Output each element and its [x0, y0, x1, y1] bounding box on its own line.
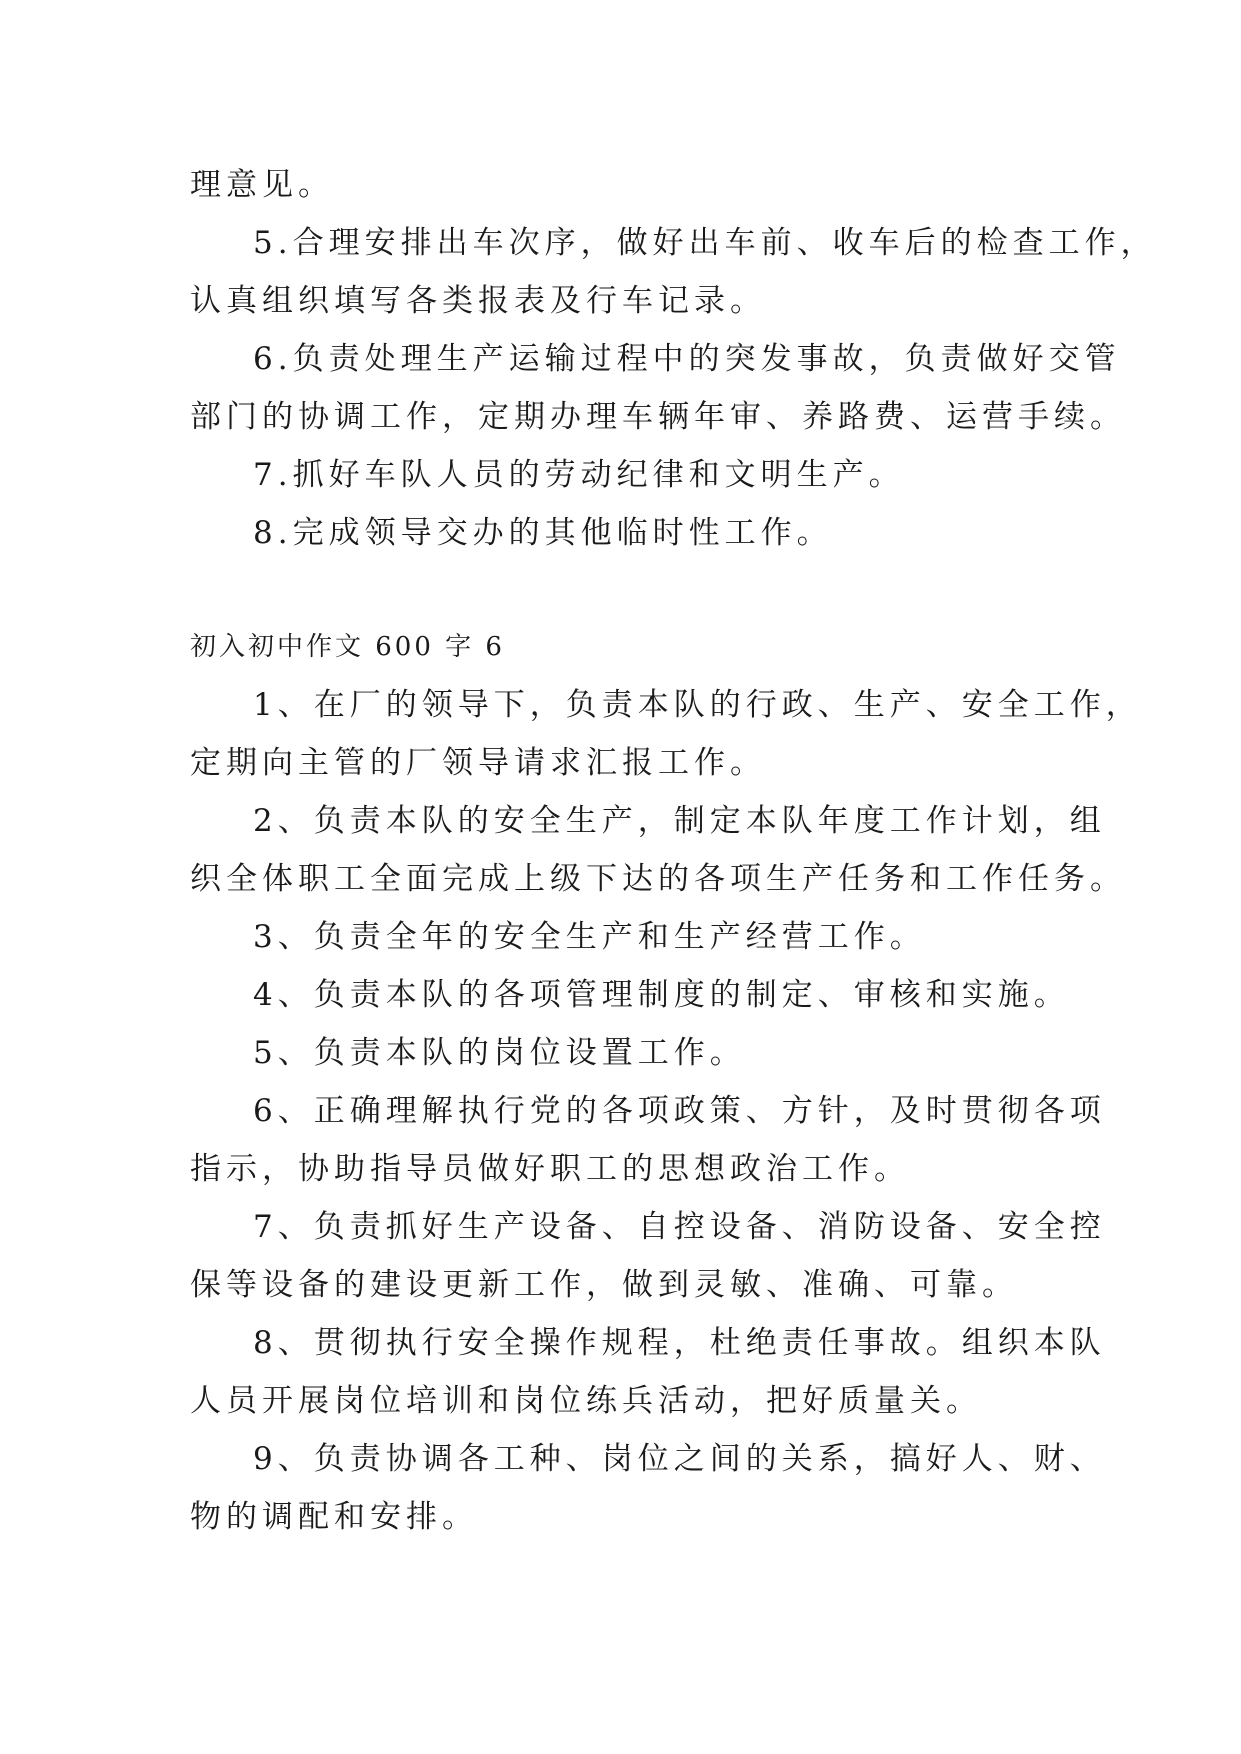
paragraph-line: 4、负责本队的各项管理制度的制定、审核和实施。: [253, 977, 1070, 1013]
paragraph-line: 理意见。: [190, 167, 334, 203]
paragraph-line: 6、正确理解执行党的各项政策、方针，及时贯彻各项: [253, 1093, 1106, 1129]
paragraph-line: 8.完成领导交办的其他临时性工作。: [253, 515, 833, 551]
paragraph-line: 2、负责本队的安全生产，制定本队年度工作计划，组: [253, 803, 1106, 839]
paragraph-line: 7.抓好车队人员的劳动纪律和文明生产。: [253, 457, 905, 493]
paragraph-line: 5.合理安排出车次序，做好出车前、收车后的检查工作，: [253, 225, 1157, 261]
paragraph-line: 织全体职工全面完成上级下达的各项生产任务和工作任务。: [190, 861, 1126, 897]
paragraph-line: 保等设备的建设更新工作，做到灵敏、准确、可靠。: [190, 1267, 1018, 1303]
paragraph-line: 3、负责全年的安全生产和生产经营工作。: [253, 919, 926, 955]
paragraph-line: 定期向主管的厂领导请求汇报工作。: [190, 745, 766, 781]
paragraph-line: 9、负责协调各工种、岗位之间的关系，搞好人、财、: [253, 1441, 1106, 1477]
paragraph-line: 认真组织填写各类报表及行车记录。: [190, 283, 766, 319]
paragraph-line: 7、负责抓好生产设备、自控设备、消防设备、安全控: [253, 1209, 1106, 1245]
paragraph-line: 指示，协助指导员做好职工的思想政治工作。: [190, 1151, 910, 1187]
paragraph-line: 8、贯彻执行安全操作规程，杜绝责任事故。组织本队: [253, 1325, 1106, 1361]
paragraph-line: 6.负责处理生产运输过程中的突发事故，负责做好交管: [253, 341, 1121, 377]
paragraph-line: 部门的协调工作，定期办理车辆年审、养路费、运营手续。: [190, 399, 1126, 435]
paragraph-line: 5、负责本队的岗位设置工作。: [253, 1035, 746, 1071]
paragraph-line: 1、在厂的领导下，负责本队的行政、生产、安全工作，: [253, 687, 1142, 723]
paragraph-line: 物的调配和安排。: [190, 1499, 478, 1535]
section-heading: 初入初中作文 600 字 6: [190, 632, 505, 662]
paragraph-line: 人员开展岗位培训和岗位练兵活动，把好质量关。: [190, 1383, 982, 1419]
